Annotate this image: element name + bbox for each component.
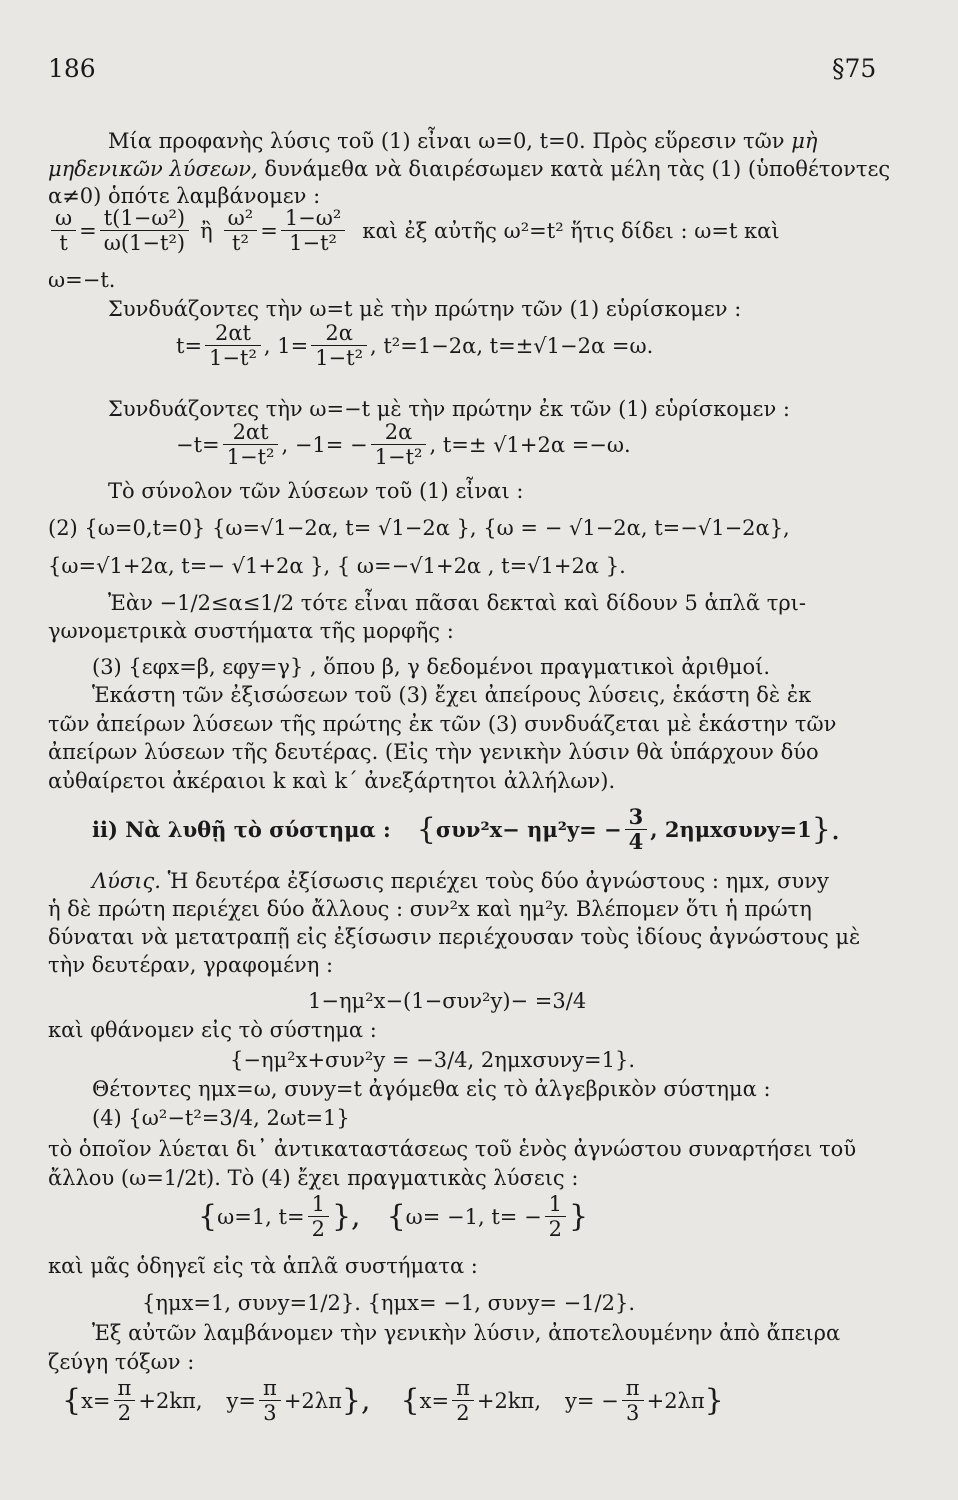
text-line: (3) {εφx=β, εφy=γ} , ὅπου β, γ δεδομένοι πραγματικοὶ ἀριθμοί.	[92, 655, 771, 679]
problem-statement: ii) Νὰ λυθῇ τὸ σύστημα : { συν²x− ημ²y= − $\frac{3}{4}$ , 2ημxσυνy=1 }.	[92, 804, 841, 854]
text-line: τῶν ἀπείρων λύσεων τῆς πρώτης ἐκ τῶν (3) συνδυάζεται μὲ ἑκάστην τῶν	[48, 712, 837, 736]
text-line: Ἐὰν −1/2≤α≤1/2 τότε εἶναι πᾶσαι δεκταὶ καὶ δίδουν 5 ἁπλᾶ τρι-	[108, 591, 807, 615]
equation-line: {ημx=1, συνy=1/2}. {ημx= −1, συνy= −1/2}.	[142, 1291, 636, 1315]
text-line: (2) {ω=0,t=0} {ω=√1−2α, t= √1−2α }, {ω = − √1−2α, t=−√1−2α},	[48, 516, 790, 540]
text-line: ἀπείρων λύσεων τῆς δευτέρας. (Εἰς τὴν γενικὴν λύσιν θὰ ὑπάρχουν δύο	[48, 740, 819, 764]
text-line: δύναται νὰ μετατραπῇ εἰς ἐξίσωσιν περιέχουσαν τοὺς ἰδίους ἀγνώστους μὲ	[48, 925, 861, 949]
equation-line: (4) {ω²−t²=3/4, 2ωt=1}	[92, 1106, 350, 1130]
text-line: Συνδυάζοντες τὴν ω=t μὲ τὴν πρώτην τῶν (1) εὑρίσκομεν :	[108, 297, 742, 321]
solutions-line: { ω=1, t= $\frac{1}{2}$ }, { ω= −1, t= − $\frac{1}{2}$ }	[198, 1192, 589, 1241]
text-line: αὐθαίρετοι ἀκέραιοι k καὶ k΄ ἀνεξάρτητοι ἀλλήλων).	[48, 769, 616, 793]
equation-case-1: t= $\frac{2\alpha t}{\text{1−t²}}$ , 1= $\frac{2\alpha}{\text{1−t²}}$ , t²=1−2α, t=±√1−2α =ω.	[176, 321, 654, 370]
general-solution: { x= $\frac{\pi}{2}$ +2kπ, y= $\frac{\pi}{3}$ +2λπ }, { x= $\frac{\pi}{2}$ +2kπ, y= − $\frac{\pi}{3}$ +2λπ }	[62, 1376, 724, 1425]
text-line: Λύσις. Ἡ δευτέρα ἐξίσωσις περιέχει τοὺς δύο ἀγνώστους : ημx, συνy	[92, 869, 829, 893]
equation-ratio: $\frac{\omega}{t}$ = $\frac{\text{t(1−ω²)}}{\text{ω(1−t²)}}$ ἢ $\frac{\text{ω²}}{\text{t²}}$ = $\frac{\text{1−ω²}}{\text{1−t²}}$ καὶ ἐξ αὐτῆς ω²=t² ἥτις δίδει : ω=t καὶ	[48, 206, 780, 255]
text-line: Θέτοντες ημx=ω, συνy=t ἀγόμεθα εἰς τὸ ἀλγεβρικὸν σύστημα :	[92, 1077, 771, 1101]
section-number: §75	[832, 54, 877, 83]
text-line: Μία προφανὴς λύσις τοῦ (1) εἶναι ω=0, t=0. Πρὸς εὕρεσιν τῶν μὴ	[108, 129, 818, 153]
equation-case-2: −t= $\frac{2\alpha t}{\text{1−t²}}$ , −1= − $\frac{2\alpha}{\text{1−t²}}$ , t=± √1+2α =−ω.	[176, 420, 631, 469]
text-line: καὶ φθάνομεν εἰς τὸ σύστημα :	[48, 1018, 377, 1042]
text-line: ζεύγη τόξων :	[48, 1350, 195, 1374]
text-line: ἡ δὲ πρώτη περιέχει δύο ἄλλους : συν²x καὶ ημ²y. Βλέπομεν ὅτι ἡ πρώτη	[48, 897, 812, 921]
text-line: γωνομετρικὰ συστήματα τῆς μορφῆς :	[48, 619, 454, 643]
text-line: τὴν δευτέραν, γραφομένη :	[48, 953, 334, 977]
page-number: 186	[48, 54, 96, 83]
text-line: καὶ μᾶς ὁδηγεῖ εἰς τὰ ἁπλᾶ συστήματα :	[48, 1254, 478, 1278]
text-line: Συνδυάζοντες τὴν ω=−t μὲ τὴν πρώτην ἐκ τῶν (1) εὑρίσκομεν :	[108, 397, 790, 421]
equation-line: 1−ημ²x−(1−συν²y)− =3/4	[308, 989, 587, 1013]
text-line: {ω=√1+2α, t=− √1+2α }, { ω=−√1+2α , t=√1+2α }.	[48, 554, 626, 578]
text-line: Ἐξ αὐτῶν λαμβάνομεν τὴν γενικὴν λύσιν, ἀποτελουμένην ἀπὸ ἄπειρα	[92, 1321, 841, 1345]
text-line: α≠0) ὁπότε λαμβάνομεν :	[48, 184, 321, 208]
equation-line: {−ημ²x+συν²y = −3/4, 2ημxσυνy=1}.	[230, 1048, 636, 1072]
text-line: ω=−t.	[48, 268, 116, 292]
text-line: Ἑκάστη τῶν ἐξισώσεων τοῦ (3) ἔχει ἀπείρους λύσεις, ἑκάστη δὲ ἐκ	[92, 683, 812, 707]
text-line: Τὸ σύνολον τῶν λύσεων τοῦ (1) εἶναι :	[108, 479, 524, 503]
text-line: τὸ ὁποῖον λύεται δι᾽ ἀντικαταστάσεως τοῦ ἑνὸς ἀγνώστου συναρτήσει τοῦ	[48, 1137, 857, 1161]
text-line: ἄλλου (ω=1/2t). Τὸ (4) ἔχει πραγματικὰς λύσεις :	[48, 1166, 579, 1190]
text-line: μηδενικῶν λύσεων, δυνάμεθα νὰ διαιρέσωμεν κατὰ μέλη τὰς (1) (ὑποθέτοντες	[48, 157, 891, 181]
